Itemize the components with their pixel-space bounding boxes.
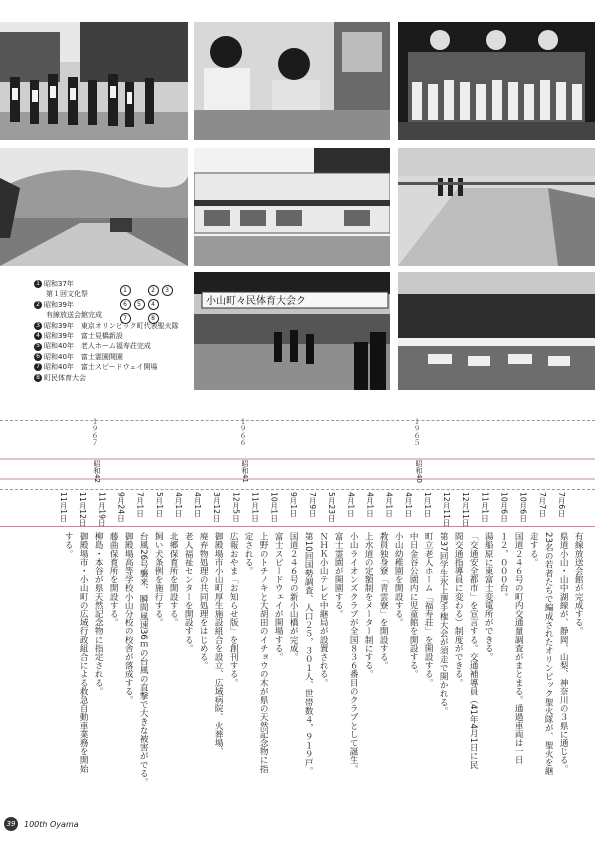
entry-text: １２，０００台。 xyxy=(498,532,509,601)
timeline-rule-dates xyxy=(0,526,595,527)
photo-fuji-cemetery xyxy=(398,148,595,266)
legend-item-7: 7 昭和40年 富士スピードウェイ開場 xyxy=(34,362,184,372)
entry-text: 飼い犬条例を施行する。 xyxy=(153,532,164,627)
entry-text: 中日金谷公園内に児童館を開設する。 xyxy=(408,532,419,679)
year-label-1966: １９６６ xyxy=(239,418,247,446)
legend-item-6: 6 昭和40年 富士霊園開園 xyxy=(34,352,184,362)
entry-date: 11月1日 xyxy=(59,492,68,522)
photo-fuji-speedway xyxy=(398,272,595,390)
entry-text: 間交通指導員に変わる）制度ができる。 xyxy=(453,532,464,687)
entry-date: 4月1日 xyxy=(365,492,375,517)
entry-text: 町立老人ホーム「福寿荘」を開設する。 xyxy=(423,532,434,687)
entry-text: 湯船原に東富士変電所ができる。 xyxy=(483,532,494,661)
entry-text: 「交通安全都市」を宣言する。交通補導員（41年4月1日に民 xyxy=(468,532,479,769)
legend-item-3: 3 昭和39年 東京オリンピック町代表聖火隊 xyxy=(34,321,184,331)
photo-fujimi-bridge-road xyxy=(0,148,188,266)
era-label-1967: 昭和42 xyxy=(93,460,101,483)
photo-culture-festival xyxy=(0,22,188,140)
entry-date: 9月24日 xyxy=(116,492,126,522)
entry-text: 教員独身寮「青雲寮」を開設する。 xyxy=(378,532,389,670)
entry-text: ＮＨＫ小山テレビ中継局が設置される。 xyxy=(318,532,329,687)
entry-date: 4月1日 xyxy=(346,492,356,517)
entry-text: 第10回国勢調査、人口２５，３０１人、世帯数４，９１９戸。 xyxy=(303,532,314,776)
legend-item-4: 4 昭和39年 富士見橋新設 xyxy=(34,331,184,341)
entry-text: 23名の若者たちで編成されたオリンピック聖火隊が、聖火を継 xyxy=(543,532,554,776)
entry-date: 10月6日 xyxy=(518,492,528,522)
year-label-1965: １９６５ xyxy=(413,418,421,446)
entry-text: 富士スピードウェイが開場する。 xyxy=(273,532,284,661)
entry-text: 小山幼稚園を開設する。 xyxy=(393,532,404,627)
era-label-1965: 昭和40 xyxy=(415,460,423,483)
entry-date: 5月1日 xyxy=(154,492,164,517)
photo-fukujuso-home xyxy=(194,148,390,266)
entry-date: 12月11日 xyxy=(442,492,452,527)
timeline-rule-mid xyxy=(0,489,595,490)
entry-text: 上水道の定額制をメーター制にする。 xyxy=(363,532,374,679)
entry-text: 廃弃物処理の共同処理をはじめる。 xyxy=(198,532,209,670)
entry-date: 12月11日 xyxy=(461,492,471,527)
photo-sports-festival xyxy=(194,272,390,390)
legend-item-8: 8 町民体育大会 xyxy=(34,373,184,383)
page-number: 39 xyxy=(4,817,18,831)
entry-date: 9月1日 xyxy=(288,492,298,517)
footer-title: 100th Oyama xyxy=(24,819,79,829)
legend-num: 1 xyxy=(34,280,42,288)
legend-item-2: 2 昭和39年 xyxy=(34,300,184,310)
entry-date: 11月1日 xyxy=(250,492,260,522)
entry-text: 走する。 xyxy=(528,532,539,567)
photo-legend: 1 昭和37年 第１回文化祭 2 昭和39年 有線放送会館完成 3 昭和39年 東京オリンピック町代表聖火隊 4 昭和39年 富士見橋新設 5 昭和40年 老人ホーム福寿荘完成 6 昭和40年 富士霊園開園 7 昭和40年 富士スピードウェイ開場 8 町民体育大会 xyxy=(34,279,184,383)
entry-text: 有線放送会館が完成する。 xyxy=(573,532,584,636)
photo-olympic-torch-team xyxy=(398,22,595,140)
entry-text: 富士霊園が開園する。 xyxy=(333,532,344,618)
entry-date: 7月7日 xyxy=(537,492,547,517)
entry-text: 藤曲保育所を開設する。 xyxy=(108,532,119,627)
entry-text: 第37回学生氷上選手権大会が須走で開かれる。 xyxy=(438,532,449,715)
entry-date: 1月1日 xyxy=(422,492,432,517)
entry-text: 北郷保育所を開設する。 xyxy=(168,532,179,627)
entry-date: 4月1日 xyxy=(193,492,203,517)
entry-text: 広報おやま「お知らせ版」を創刊する。 xyxy=(228,532,239,687)
timeline-band xyxy=(0,455,595,483)
entry-text: 定される。 xyxy=(243,532,254,575)
entry-date: 4月1日 xyxy=(173,492,183,517)
entry-text: 御殿場市小山町厚生施設組合を設立、広域病院、火葬場、 xyxy=(213,532,224,756)
entry-date: 11月12日 xyxy=(78,492,88,527)
entry-date: 7月1日 xyxy=(135,492,145,517)
legend-item-5: 5 昭和40年 老人ホーム福寿荘完成 xyxy=(34,341,184,351)
entry-text: する。 xyxy=(63,532,74,558)
entry-date: 4月1日 xyxy=(403,492,413,517)
entry-text: 国道２４６号の新小山橋が完成。 xyxy=(288,532,299,661)
entry-date: 7月6日 xyxy=(557,492,566,517)
year-label-1967: １９６７ xyxy=(91,418,99,446)
entry-date: 4月1日 xyxy=(384,492,394,517)
entry-date: 10月6日 xyxy=(499,492,509,522)
entry-date: 3月12日 xyxy=(212,492,222,522)
banner-text: 小山町々民体育大会ク xyxy=(206,296,306,307)
entry-date: 7月9日 xyxy=(308,492,317,517)
entry-date: 11月19日 xyxy=(97,492,107,527)
entry-date: 5月23日 xyxy=(327,492,337,522)
entry-date: 12月5日 xyxy=(231,492,241,522)
entry-text: 上野のトチノキと大胡田のイチョウの木が県の天然記念物に指 xyxy=(258,532,269,773)
legend-item-1: 1 昭和37年 xyxy=(34,279,184,289)
entry-text: 県道小山・山中湖線が、静岡、山梨、神奈川の３県に通じる。 xyxy=(558,532,569,773)
entry-text: 小山ライオンズクラブが全国８３６番目のクラブとして誕生。 xyxy=(348,532,359,773)
entry-text: 柳島・本谷が県天然記念物に指定される。 xyxy=(93,532,104,696)
entry-text: 国道２４６号の町内交通量調査がまとまる。通過車両は一日 xyxy=(513,532,524,765)
entry-text: 御殿場高等学校小山分校の校舎が落成する。 xyxy=(123,532,134,704)
entry-text: 老人福祉センターを開設する。 xyxy=(183,532,194,653)
entry-text: 台風26号襲来、瞬間風速36ｍの台風の直撃で大きな被害がでる。 xyxy=(138,532,149,787)
photo-broadcast-hall xyxy=(194,22,390,140)
entry-date: 10月1日 xyxy=(269,492,279,522)
page-footer xyxy=(4,817,79,831)
entry-text: 御殿場市・小山町の広域行政組合による救急自動車業務を開始 xyxy=(78,532,89,773)
entry-date: 11月1日 xyxy=(480,492,490,522)
photo-position-key: 1 2 3 6 5 4 7 8 xyxy=(118,283,174,325)
era-label-1966: 昭和41 xyxy=(241,460,249,483)
